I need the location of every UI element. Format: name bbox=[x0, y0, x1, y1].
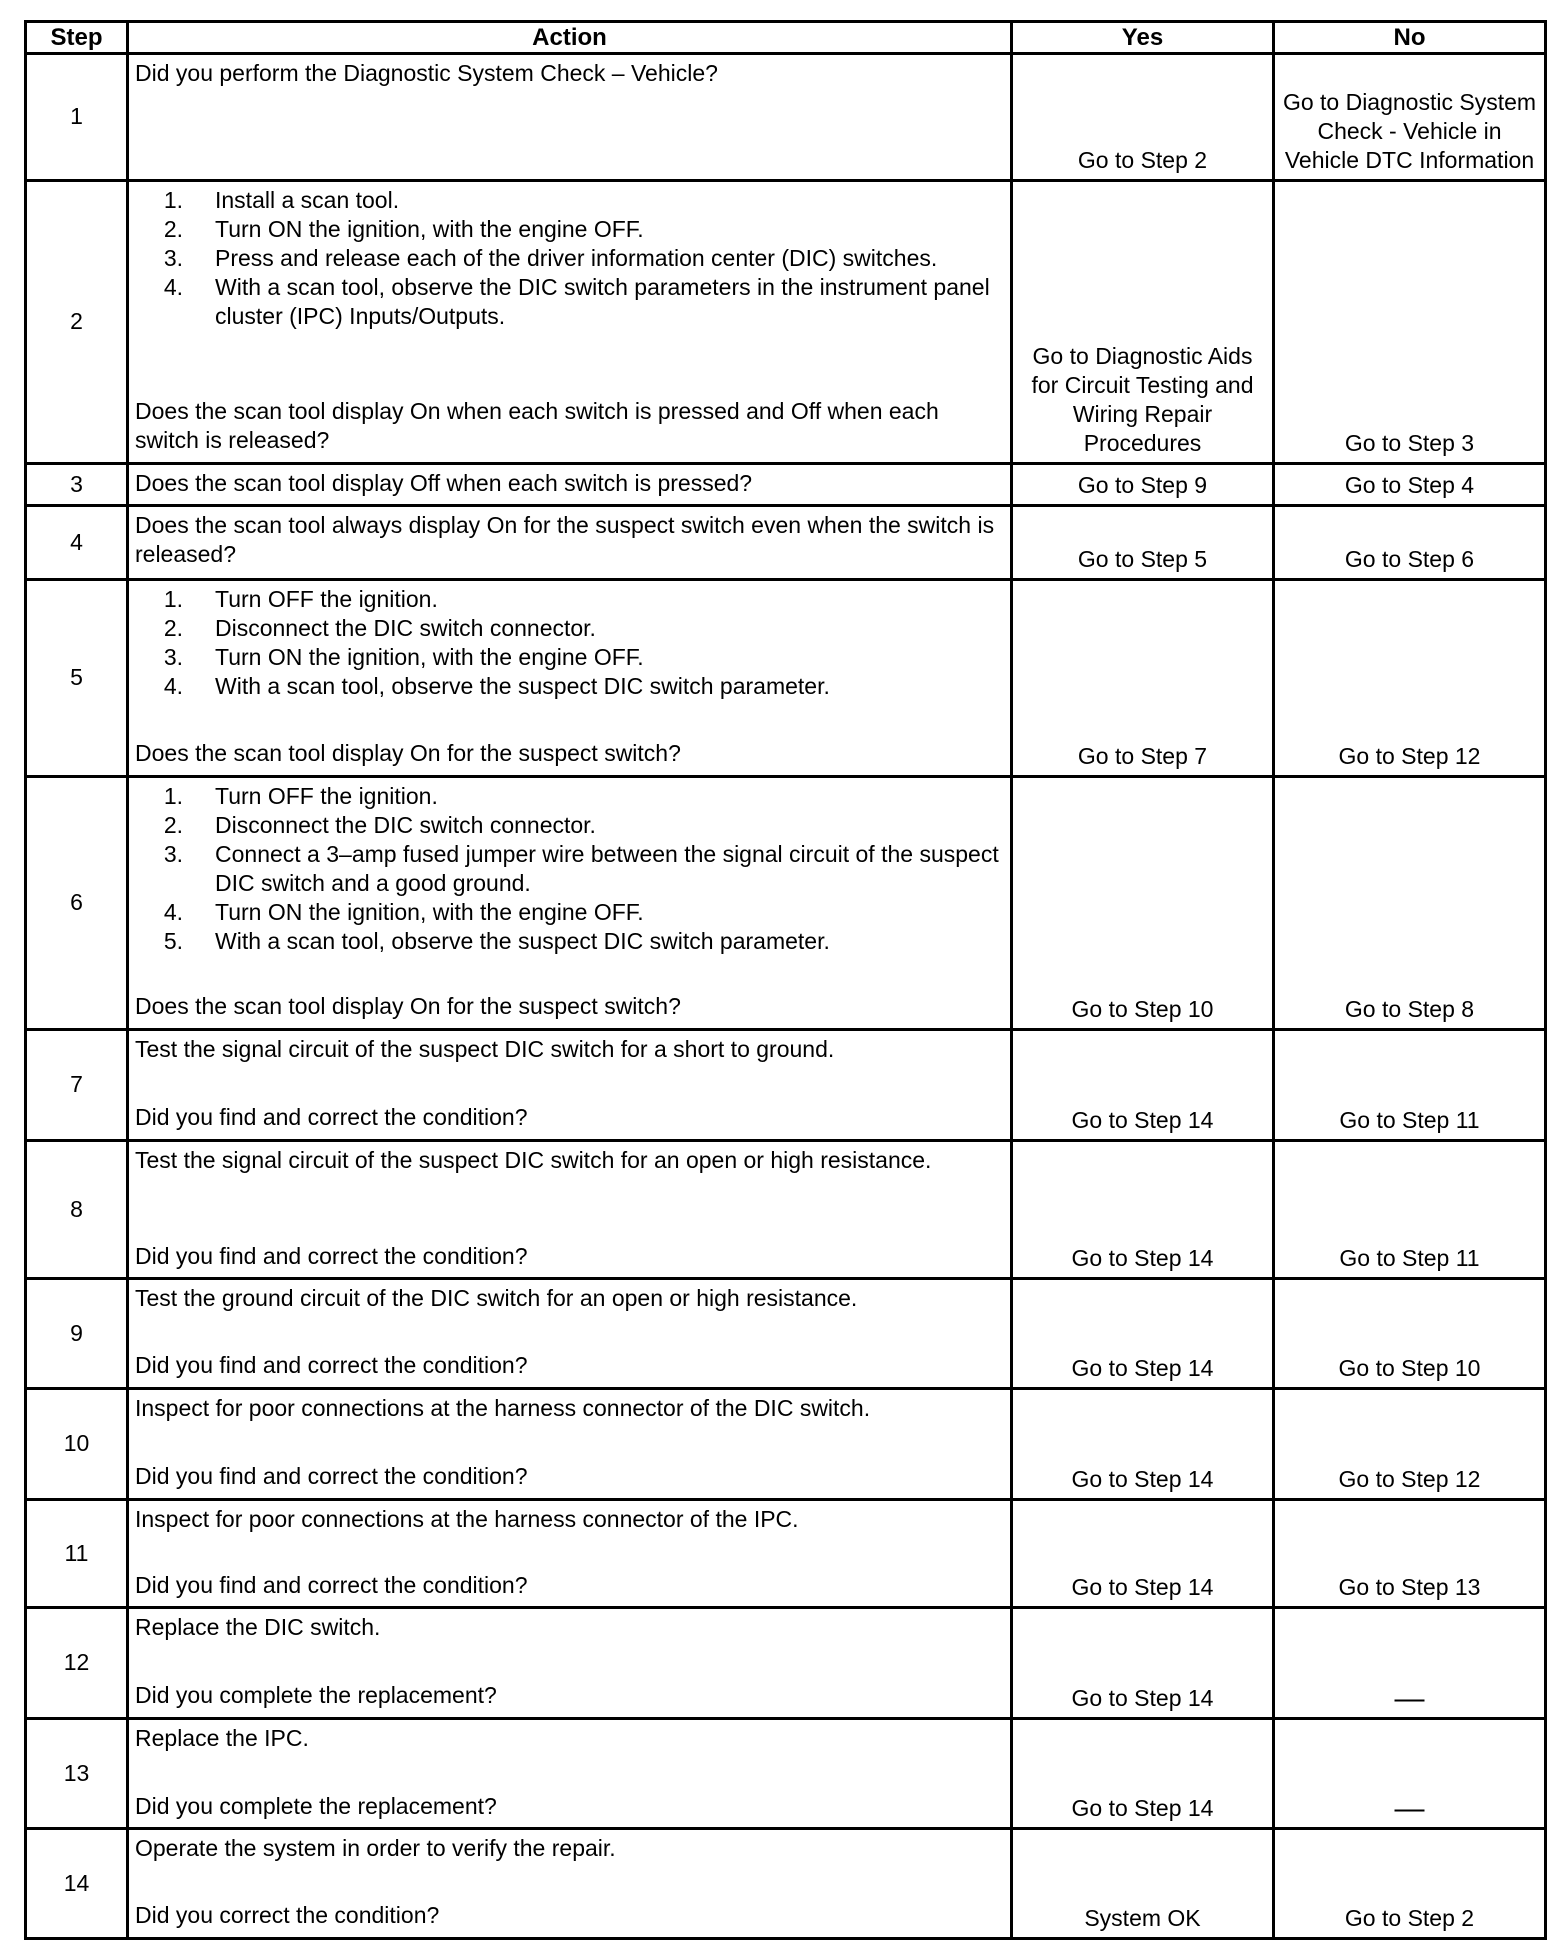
table-body bbox=[26, 54, 1546, 1939]
action-content bbox=[135, 1146, 1002, 1271]
action-question: Did you find and correct the condition? bbox=[135, 1571, 528, 1598]
table-row bbox=[26, 180, 1546, 464]
action-question: Did you find and correct the condition? bbox=[135, 1242, 528, 1269]
procedure-list bbox=[135, 782, 1002, 956]
procedure-text: Press and release each of the driver information center (DIC) switches. bbox=[215, 244, 938, 271]
yes-result: Go to Step 14 bbox=[1012, 1030, 1274, 1141]
procedure-item bbox=[135, 273, 1002, 331]
procedure-text: Turn ON the ignition, with the engine OFF. bbox=[215, 215, 644, 242]
yes-result: Go to Step 14 bbox=[1012, 1718, 1274, 1829]
yes-result: System OK bbox=[1012, 1829, 1274, 1939]
action-question: Did you perform the Diagnostic System Check – Vehicle? bbox=[135, 60, 718, 86]
header-no: No bbox=[1274, 22, 1546, 54]
procedure-list bbox=[135, 585, 1002, 701]
step-number: 14 bbox=[26, 1829, 128, 1939]
action-cell bbox=[128, 180, 1012, 464]
yes-result: Go to Step 14 bbox=[1012, 1499, 1274, 1608]
action-question: Did you correct the condition? bbox=[135, 1902, 440, 1929]
table-row bbox=[26, 54, 1546, 181]
procedure-item bbox=[135, 585, 1002, 614]
table-row bbox=[26, 1389, 1546, 1500]
no-result: Go to Diagnostic System Check - Vehicle in Vehicle DTC Information bbox=[1274, 54, 1546, 181]
procedure-number: 3. bbox=[163, 643, 183, 670]
action-content bbox=[135, 186, 1002, 455]
procedure-item bbox=[135, 244, 1002, 273]
no-result: Go to Step 4 bbox=[1274, 464, 1546, 506]
no-result: Go to Step 11 bbox=[1274, 1140, 1546, 1279]
procedure-item bbox=[135, 811, 1002, 840]
procedure-text: Disconnect the DIC switch connector. bbox=[215, 614, 596, 641]
procedure-text: Turn OFF the ignition. bbox=[215, 782, 438, 809]
action-content bbox=[135, 1613, 1002, 1710]
action-cell bbox=[128, 1030, 1012, 1141]
header-row bbox=[26, 22, 1546, 54]
step-number: 11 bbox=[26, 1499, 128, 1608]
procedure-number: 4. bbox=[163, 273, 183, 300]
procedure-number: 4. bbox=[163, 672, 183, 699]
action-content bbox=[135, 1284, 1002, 1380]
table-row bbox=[26, 1829, 1546, 1939]
procedure-text: With a scan tool, observe the suspect DIC switch parameter. bbox=[215, 927, 830, 954]
no-result: Go to Step 8 bbox=[1274, 776, 1546, 1029]
table-row bbox=[26, 1279, 1546, 1389]
action-instruction: Inspect for poor connections at the harness connector of the DIC switch. bbox=[135, 1395, 871, 1422]
action-content bbox=[135, 59, 1002, 172]
action-question: Did you find and correct the condition? bbox=[135, 1463, 528, 1490]
action-question: Does the scan tool display On when each switch is pressed and Off when each switch is released? bbox=[135, 397, 939, 453]
action-question: Does the scan tool display Off when each switch is pressed? bbox=[135, 470, 753, 497]
procedure-text: With a scan tool, observe the suspect DIC switch parameter. bbox=[215, 672, 830, 699]
table-row bbox=[26, 1718, 1546, 1829]
procedure-number: 2. bbox=[163, 614, 183, 641]
yes-result: Go to Step 14 bbox=[1012, 1389, 1274, 1500]
step-number: 12 bbox=[26, 1608, 128, 1719]
procedure-item bbox=[135, 643, 1002, 672]
action-instruction: Operate the system in order to verify the repair. bbox=[135, 1835, 616, 1862]
action-content bbox=[135, 1724, 1002, 1821]
action-cell bbox=[128, 1140, 1012, 1279]
step-number: 6 bbox=[26, 776, 128, 1029]
procedure-list bbox=[135, 186, 1002, 331]
action-content bbox=[135, 1834, 1002, 1930]
no-result: Go to Step 11 bbox=[1274, 1030, 1546, 1141]
procedure-text: Turn ON the ignition, with the engine OFF. bbox=[215, 643, 644, 670]
procedure-number: 2. bbox=[163, 215, 183, 242]
action-question: Did you find and correct the condition? bbox=[135, 1104, 528, 1131]
yes-result: Go to Step 9 bbox=[1012, 464, 1274, 506]
action-content bbox=[135, 585, 1002, 768]
no-result: Go to Step 2 bbox=[1274, 1829, 1546, 1939]
table-row bbox=[26, 1608, 1546, 1719]
action-question: Does the scan tool display On for the suspect switch? bbox=[135, 739, 681, 766]
yes-result: Go to Step 14 bbox=[1012, 1140, 1274, 1279]
action-instruction: Test the signal circuit of the suspect DIC switch for a short to ground. bbox=[135, 1036, 835, 1063]
procedure-number: 3. bbox=[163, 244, 183, 271]
yes-result: Go to Diagnostic Aids for Circuit Testing and Wiring Repair Procedures bbox=[1012, 180, 1274, 464]
action-cell bbox=[128, 1718, 1012, 1829]
action-cell bbox=[128, 1389, 1012, 1500]
step-number: 5 bbox=[26, 579, 128, 776]
action-cell bbox=[128, 1279, 1012, 1389]
header-yes: Yes bbox=[1012, 22, 1274, 54]
procedure-item bbox=[135, 782, 1002, 811]
no-result: Go to Step 12 bbox=[1274, 579, 1546, 776]
action-content bbox=[135, 469, 1002, 498]
procedure-number: 1. bbox=[163, 186, 183, 213]
procedure-text: Install a scan tool. bbox=[215, 186, 400, 213]
procedure-text: Disconnect the DIC switch connector. bbox=[215, 811, 596, 838]
step-number: 2 bbox=[26, 180, 128, 464]
procedure-text: Turn ON the ignition, with the engine OFF. bbox=[215, 898, 644, 925]
action-instruction: Test the ground circuit of the DIC switch for an open or high resistance. bbox=[135, 1285, 858, 1312]
procedure-item bbox=[135, 215, 1002, 244]
action-instruction: Replace the IPC. bbox=[135, 1724, 309, 1751]
procedure-item bbox=[135, 186, 1002, 215]
no-result: — bbox=[1274, 1718, 1546, 1829]
no-result: Go to Step 6 bbox=[1274, 506, 1546, 579]
action-cell bbox=[128, 1829, 1012, 1939]
step-number: 1 bbox=[26, 54, 128, 181]
action-content bbox=[135, 511, 1002, 571]
no-result: Go to Step 10 bbox=[1274, 1279, 1546, 1389]
table-row bbox=[26, 776, 1546, 1029]
procedure-text: Turn OFF the ignition. bbox=[215, 585, 438, 612]
diagnostic-table bbox=[24, 20, 1547, 1940]
yes-result: Go to Step 2 bbox=[1012, 54, 1274, 181]
procedure-item bbox=[135, 840, 1002, 898]
no-result: Go to Step 13 bbox=[1274, 1499, 1546, 1608]
yes-result: Go to Step 14 bbox=[1012, 1608, 1274, 1719]
action-cell bbox=[128, 579, 1012, 776]
procedure-number: 2. bbox=[163, 811, 183, 838]
action-content bbox=[135, 1505, 1002, 1600]
yes-result: Go to Step 7 bbox=[1012, 579, 1274, 776]
step-number: 13 bbox=[26, 1718, 128, 1829]
procedure-text: Connect a 3–amp fused jumper wire between the signal circuit of the suspect DIC switch and a good ground. bbox=[215, 840, 999, 896]
action-cell bbox=[128, 776, 1012, 1029]
action-cell bbox=[128, 506, 1012, 579]
action-cell bbox=[128, 1608, 1012, 1719]
step-number: 10 bbox=[26, 1389, 128, 1500]
yes-result: Go to Step 14 bbox=[1012, 1279, 1274, 1389]
table-row bbox=[26, 1140, 1546, 1279]
table-row bbox=[26, 506, 1546, 579]
procedure-item bbox=[135, 898, 1002, 927]
action-question: Did you complete the replacement? bbox=[135, 1682, 497, 1709]
procedure-text: With a scan tool, observe the DIC switch parameters in the instrument panel cluster (IPC) Inputs/Outputs. bbox=[215, 273, 990, 329]
yes-result: Go to Step 10 bbox=[1012, 776, 1274, 1029]
action-content bbox=[135, 1394, 1002, 1491]
header-action: Action bbox=[128, 22, 1012, 54]
procedure-number: 4. bbox=[163, 898, 183, 925]
yes-result: Go to Step 5 bbox=[1012, 506, 1274, 579]
table-row bbox=[26, 464, 1546, 506]
procedure-item bbox=[135, 672, 1002, 701]
action-cell bbox=[128, 464, 1012, 506]
no-result: Go to Step 3 bbox=[1274, 180, 1546, 464]
procedure-item bbox=[135, 927, 1002, 956]
table-row bbox=[26, 1030, 1546, 1141]
table-row bbox=[26, 1499, 1546, 1608]
action-cell bbox=[128, 54, 1012, 181]
action-instruction: Test the signal circuit of the suspect DIC switch for an open or high resistance. bbox=[135, 1146, 932, 1173]
step-number: 7 bbox=[26, 1030, 128, 1141]
procedure-number: 1. bbox=[163, 782, 183, 809]
action-question: Did you complete the replacement? bbox=[135, 1792, 497, 1819]
step-number: 9 bbox=[26, 1279, 128, 1389]
step-number: 4 bbox=[26, 506, 128, 579]
no-result: — bbox=[1274, 1608, 1546, 1719]
step-number: 8 bbox=[26, 1140, 128, 1279]
header-step: Step bbox=[26, 22, 128, 54]
action-question: Does the scan tool always display On for the suspect switch even when the switch is released? bbox=[135, 512, 995, 568]
action-question: Does the scan tool display On for the suspect switch? bbox=[135, 992, 681, 1019]
action-content bbox=[135, 782, 1002, 1021]
procedure-item bbox=[135, 614, 1002, 643]
procedure-number: 3. bbox=[163, 840, 183, 867]
procedure-number: 5. bbox=[163, 927, 183, 954]
no-result: Go to Step 12 bbox=[1274, 1389, 1546, 1500]
table-row bbox=[26, 579, 1546, 776]
action-content bbox=[135, 1035, 1002, 1132]
action-question: Did you find and correct the condition? bbox=[135, 1352, 528, 1379]
action-instruction: Inspect for poor connections at the harness connector of the IPC. bbox=[135, 1505, 799, 1532]
step-number: 3 bbox=[26, 464, 128, 506]
action-cell bbox=[128, 1499, 1012, 1608]
procedure-number: 1. bbox=[163, 585, 183, 612]
action-instruction: Replace the DIC switch. bbox=[135, 1614, 381, 1641]
